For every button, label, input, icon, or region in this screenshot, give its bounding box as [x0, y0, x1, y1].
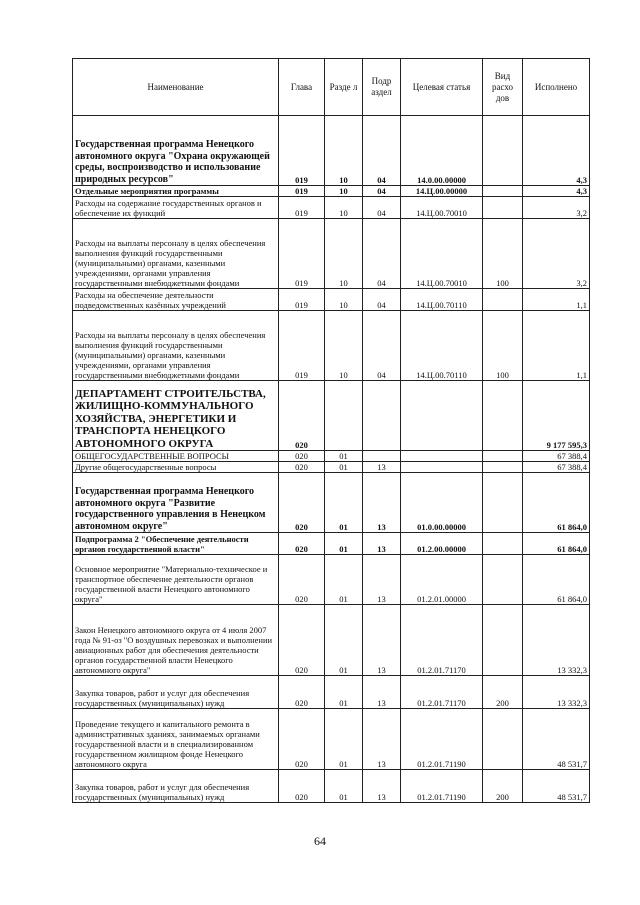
cell-razdel: 01: [325, 770, 363, 803]
cell-name: ОБЩЕГОСУДАРСТВЕННЫЕ ВОПРОСЫ: [73, 451, 279, 462]
cell-glava: 020: [279, 555, 325, 605]
cell-target: 01.2.01.71170: [401, 605, 483, 676]
table-row: [73, 533, 590, 555]
cell-podrazdel: 13: [363, 676, 401, 709]
cell-name: Закупка товаров, работ и услуг для обеспечения государственных (муниципальных) нужд: [73, 676, 279, 709]
cell-vid: 200: [483, 676, 523, 709]
cell-razdel: 10: [325, 289, 363, 311]
cell-razdel: 01: [325, 605, 363, 676]
cell-razdel: 10: [325, 116, 363, 186]
cell-name: Закон Ненецкого автономного округа от 4 июля 2007 года № 91-оз "О воздушных перевозках и выполнении авиационных работ для обеспечения деятельности органов государственной власти Ненецкого автономного округа": [73, 605, 279, 676]
table-row: [73, 462, 590, 473]
table-row: [73, 186, 590, 197]
col-target-header: Целевая статья: [401, 59, 483, 116]
cell-target: 01.0.00.00000: [401, 473, 483, 533]
cell-name: Проведение текущего и капитального ремонта в административных зданиях, занимаемых органами государственной власти и в специализированном государственном жилищном фонде Ненецкого автономного округа: [73, 709, 279, 770]
table-row: [73, 311, 590, 381]
cell-name: Другие общегосударственные вопросы: [73, 462, 279, 473]
cell-done: 4,3: [523, 186, 590, 197]
cell-done: 1,1: [523, 311, 590, 381]
table-row: [73, 289, 590, 311]
cell-glava: 020: [279, 462, 325, 473]
table-row: [73, 605, 590, 676]
cell-target: [401, 462, 483, 473]
cell-name: Закупка товаров, работ и услуг для обеспечения государственных (муниципальных) нужд: [73, 770, 279, 803]
cell-name: Государственная программа Ненецкого автономного округа "Охрана окружающей среды, воспроизводство и использование природных ресурсов": [73, 116, 279, 186]
cell-target: 01.2.00.00000: [401, 533, 483, 555]
col-razdel-header: Разде л: [325, 59, 363, 116]
cell-done: 1,1: [523, 289, 590, 311]
cell-glava: 019: [279, 197, 325, 219]
cell-glava: 020: [279, 451, 325, 462]
cell-vid: [483, 289, 523, 311]
cell-name: Расходы на обеспечение деятельности подведомственных казённых учреждений: [73, 289, 279, 311]
cell-razdel: 10: [325, 186, 363, 197]
cell-done: 13 332,3: [523, 605, 590, 676]
cell-name: Расходы на содержание государственных органов и обеспечение их функций: [73, 197, 279, 219]
cell-done: 67 388,4: [523, 462, 590, 473]
cell-vid: 200: [483, 770, 523, 803]
cell-vid: [483, 473, 523, 533]
cell-podrazdel: 04: [363, 219, 401, 289]
cell-done: 61 864,0: [523, 555, 590, 605]
cell-vid: [483, 709, 523, 770]
col-podrazdel-header: Подр аздел: [363, 59, 401, 116]
cell-target: 01.2.01.71170: [401, 676, 483, 709]
cell-vid: 100: [483, 219, 523, 289]
cell-done: 3,2: [523, 197, 590, 219]
cell-podrazdel: 04: [363, 186, 401, 197]
cell-done: 61 864,0: [523, 533, 590, 555]
cell-vid: [483, 533, 523, 555]
cell-done: 48 531,7: [523, 709, 590, 770]
table-row: [73, 473, 590, 533]
cell-glava: 020: [279, 770, 325, 803]
budget-table: [72, 58, 590, 803]
cell-podrazdel: 13: [363, 770, 401, 803]
table-row: [73, 219, 590, 289]
cell-podrazdel: 13: [363, 709, 401, 770]
table-row: [73, 555, 590, 605]
cell-glava: 019: [279, 116, 325, 186]
cell-target: 01.2.01.71190: [401, 770, 483, 803]
cell-razdel: 01: [325, 451, 363, 462]
table-row: [73, 197, 590, 219]
cell-podrazdel: 04: [363, 289, 401, 311]
cell-target: 14.Ц.00.00000: [401, 186, 483, 197]
cell-target: 14.Ц.00.70110: [401, 311, 483, 381]
cell-vid: [483, 605, 523, 676]
cell-vid: [483, 116, 523, 186]
cell-podrazdel: 13: [363, 473, 401, 533]
col-vid-header: Вид расхо дов: [483, 59, 523, 116]
cell-vid: [483, 186, 523, 197]
table-row: [73, 676, 590, 709]
cell-name: Отдельные мероприятия программы: [73, 186, 279, 197]
cell-vid: 100: [483, 311, 523, 381]
cell-glava: 020: [279, 605, 325, 676]
cell-name: Государственная программа Ненецкого автономного округа "Развитие государственного управления в Ненецком автономном округе": [73, 473, 279, 533]
cell-glava: 020: [279, 533, 325, 555]
table-row: [73, 709, 590, 770]
cell-target: 14.0.00.00000: [401, 116, 483, 186]
cell-target: 01.2.01.00000: [401, 555, 483, 605]
cell-done: 13 332,3: [523, 676, 590, 709]
cell-podrazdel: 13: [363, 605, 401, 676]
cell-razdel: 01: [325, 709, 363, 770]
cell-done: 67 388,4: [523, 451, 590, 462]
table-row: [73, 381, 590, 451]
cell-target: [401, 451, 483, 462]
cell-done: 4,3: [523, 116, 590, 186]
cell-name: Расходы на выплаты персоналу в целях обеспечения выполнения функций государственными (муниципальными) органами, казенными учреждениями, органами управления государственными внебюджетными фондами: [73, 219, 279, 289]
cell-done: 9 177 595,3: [523, 381, 590, 451]
table-header-row: [73, 59, 590, 116]
cell-glava: 019: [279, 219, 325, 289]
cell-razdel: 01: [325, 533, 363, 555]
cell-glava: 019: [279, 289, 325, 311]
col-name-header: Наименование: [73, 59, 279, 116]
page-number: 64: [314, 834, 326, 848]
col-done-header: Исполнено: [523, 59, 590, 116]
cell-target: 01.2.01.71190: [401, 709, 483, 770]
cell-glava: 020: [279, 676, 325, 709]
cell-target: 14.Ц.00.70010: [401, 219, 483, 289]
cell-podrazdel: 04: [363, 116, 401, 186]
cell-target: 14.Ц.00.70010: [401, 197, 483, 219]
cell-razdel: 01: [325, 555, 363, 605]
cell-vid: [483, 451, 523, 462]
table-row: [73, 770, 590, 803]
table-row: [73, 451, 590, 462]
cell-razdel: 01: [325, 473, 363, 533]
cell-glava: 019: [279, 311, 325, 381]
cell-razdel: [325, 381, 363, 451]
cell-glava: 020: [279, 709, 325, 770]
cell-done: 61 864,0: [523, 473, 590, 533]
cell-podrazdel: 13: [363, 533, 401, 555]
cell-done: 3,2: [523, 219, 590, 289]
cell-name: ДЕПАРТАМЕНТ СТРОИТЕЛЬСТВА, ЖИЛИЩНО-КОММУНАЛЬНОГО ХОЗЯЙСТВА, ЭНЕРГЕТИКИ И ТРАНСПОРТА НЕНЕЦКОГО АВТОНОМНОГО ОКРУГА: [73, 381, 279, 451]
cell-podrazdel: 04: [363, 197, 401, 219]
cell-podrazdel: [363, 381, 401, 451]
cell-razdel: 10: [325, 311, 363, 381]
cell-podrazdel: [363, 451, 401, 462]
cell-name: Расходы на выплаты персоналу в целях обеспечения выполнения функций государственными (муниципальными) органами, казенными учреждениями, органами управления государственными внебюджетными фондами: [73, 311, 279, 381]
cell-name: Основное мероприятие "Материально-техническое и транспортное обеспечение деятельности органов государственной власти Ненецкого автономного округа": [73, 555, 279, 605]
cell-glava: 019: [279, 186, 325, 197]
cell-target: [401, 381, 483, 451]
cell-done: 48 531,7: [523, 770, 590, 803]
cell-razdel: 01: [325, 676, 363, 709]
cell-podrazdel: 04: [363, 311, 401, 381]
table-row: [73, 116, 590, 186]
cell-razdel: 10: [325, 197, 363, 219]
cell-podrazdel: 13: [363, 555, 401, 605]
cell-glava: 020: [279, 473, 325, 533]
cell-vid: [483, 462, 523, 473]
cell-razdel: 01: [325, 462, 363, 473]
cell-name: Подпрограмма 2 "Обеспечение деятельности органов государственной власти": [73, 533, 279, 555]
cell-glava: 020: [279, 381, 325, 451]
cell-vid: [483, 381, 523, 451]
cell-vid: [483, 197, 523, 219]
col-glava-header: Глава: [279, 59, 325, 116]
cell-target: 14.Ц.00.70110: [401, 289, 483, 311]
cell-razdel: 10: [325, 219, 363, 289]
cell-vid: [483, 555, 523, 605]
cell-podrazdel: 13: [363, 462, 401, 473]
